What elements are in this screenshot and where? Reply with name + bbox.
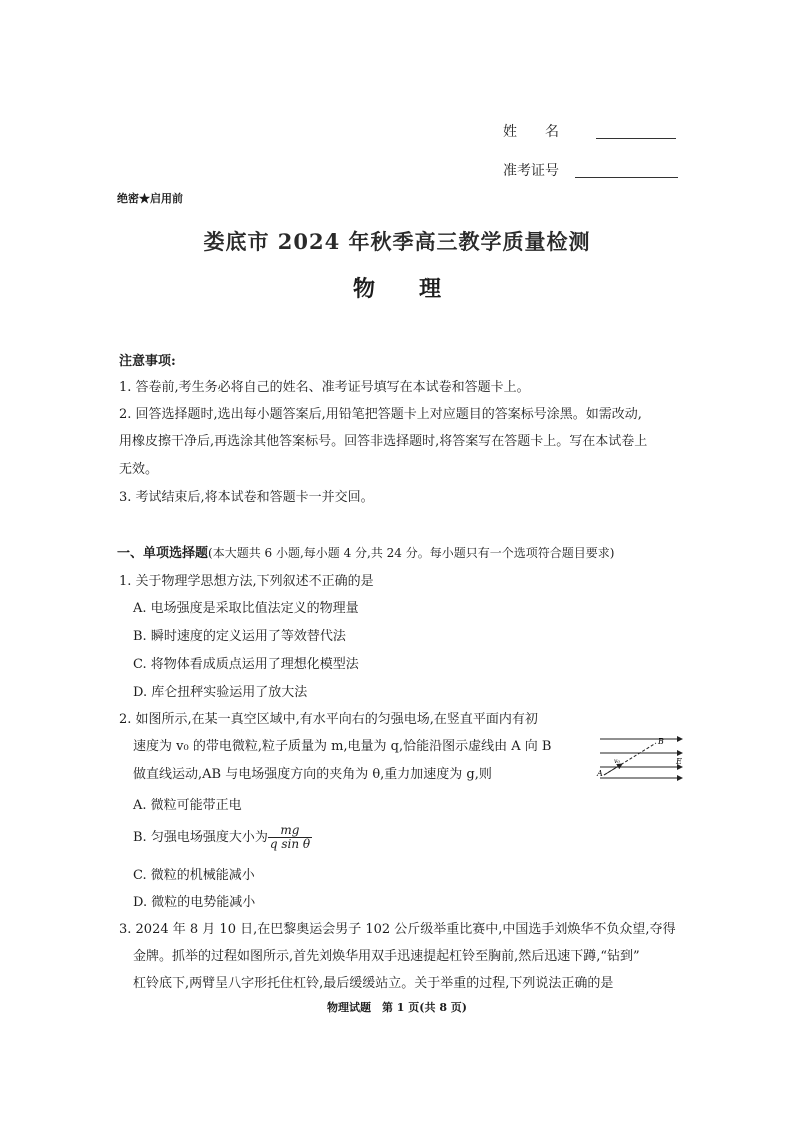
section-heading	[117, 542, 614, 561]
velocity-label: v₀	[614, 758, 620, 765]
note-3: 3. 考试结束后,将本试卷和答题卡一并交回。	[119, 490, 374, 505]
q1-option-c: C. 将物体看成质点运用了理想化模型法	[133, 657, 359, 672]
subject-title: 物 理	[352, 276, 441, 302]
exam-title: 娄底市 2024 年秋季高三教学质量检测	[203, 229, 591, 254]
electric-field-figure	[596, 733, 688, 783]
q2-option-d: D. 微粒的电势能减小	[133, 895, 256, 910]
page-footer: 物理试题 第 1 页(共 8 页)	[326, 1001, 468, 1014]
note-2-line-1: 2. 回答选择题时,选出每小题答案后,用铅笔把答题卡上对应题目的答案标号涂黑。如需改动,	[119, 407, 642, 422]
q1-option-b: B. 瞬时速度的定义运用了等效替代法	[133, 629, 346, 644]
q1-option-a: A. 电场强度是采取比值法定义的物理量	[133, 601, 359, 616]
name-label: 姓 名	[503, 124, 559, 140]
q2-option-a: A. 微粒可能带正电	[133, 798, 242, 813]
q2-stem-line-1: 2. 如图所示,在某一真空区域中,有水平向右的匀强电场,在竖直平面内有初	[119, 712, 538, 727]
q2-option-b-text: B. 匀强电场强度大小为	[133, 830, 268, 845]
q3-stem-line-1: 3. 2024 年 8 月 10 日,在巴黎奥运会男子 102 公斤级举重比赛中,中国选手刘焕华不负众望,夺得	[119, 922, 676, 937]
q2-stem-line-2: 速度为 v₀ 的带电微粒,粒子质量为 m,电量为 q,恰能沿图示虚线由 A 向 B	[133, 739, 552, 754]
q3-stem-line-2: 金牌。抓举的过程如图所示,首先刘焕华用双手迅速提起杠铃至胸前,然后迅速下蹲,“钻到”	[133, 949, 640, 964]
point-b-label: B	[658, 737, 664, 746]
q2-option-b	[133, 824, 312, 851]
note-2-line-2: 用橡皮擦干净后,再选涂其他答案标号。回答非选择题时,将答案写在答题卡上。写在本试卷上	[119, 434, 648, 449]
section-title: 一、单项选择题	[117, 546, 209, 561]
id-label: 准考证号	[503, 163, 559, 179]
secret-label: 绝密★启用前	[117, 192, 183, 205]
section-desc: (本大题共 6 小题,每小题 4 分,共 24 分。每小题只有一个选项符合题目要求)	[208, 546, 615, 560]
notes-heading: 注意事项:	[119, 354, 176, 369]
id-field[interactable]	[575, 177, 678, 178]
q3-stem-line-3: 杠铃底下,两臂呈八字形托住杠铃,最后缓缓站立。关于举重的过程,下列说法正确的是	[133, 976, 614, 991]
q2-option-c: C. 微粒的机械能减小	[133, 868, 255, 883]
velocity-arrow	[604, 764, 622, 775]
note-1: 1. 答卷前,考生务必将自己的姓名、准考证号填写在本试卷和答题卡上。	[119, 380, 530, 395]
formula-numerator: mg	[268, 824, 312, 838]
q2-stem-line-3: 做直线运动,AB 与电场强度方向的夹角为 θ,重力加速度为 g,则	[133, 767, 492, 782]
name-field[interactable]	[596, 138, 676, 139]
q1-option-d: D. 库仑扭秤实验运用了放大法	[133, 685, 308, 700]
note-2-line-3: 无效。	[119, 462, 159, 477]
q1-stem: 1. 关于物理学思想方法,下列叙述不正确的是	[119, 574, 374, 589]
point-a-label: A	[597, 769, 603, 778]
field-e-label: E	[676, 757, 682, 766]
field-formula	[268, 824, 312, 851]
formula-denominator: q sin θ	[269, 837, 311, 851]
